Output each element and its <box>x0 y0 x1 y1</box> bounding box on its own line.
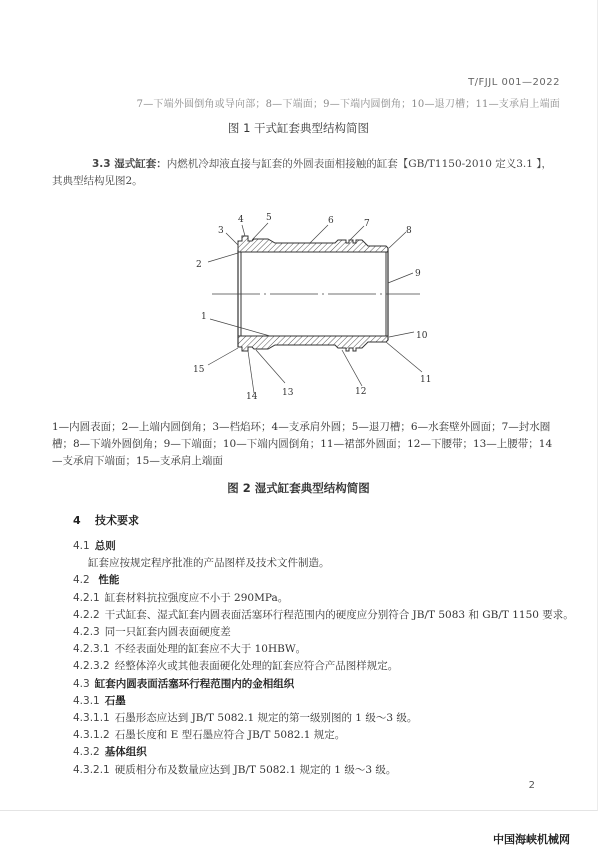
site-watermark: 中国海峡机械网 <box>493 833 570 846</box>
callout-14: 14 <box>246 392 258 400</box>
section-4-heading <box>73 512 139 528</box>
section-3-3-heading: 3.3 湿式缸套： <box>92 158 167 170</box>
liner-bottom-wall <box>238 336 388 351</box>
callout-13: 13 <box>282 388 294 398</box>
req-item: 4.2.3.1 不经表面处理的缸套应不大于 10HBW。 <box>73 643 307 656</box>
req-item: 4.2.3 同一只缸套内圆表面硬度差 <box>73 626 231 639</box>
req-item: 4.2.2 干式缸套、湿式缸套内圆表面活塞环行程范围内的硬度应分别符合 JB/T 5083 和 GB/T 1150 要求。 <box>73 608 574 621</box>
req-item: 4.3.2 基体组织 <box>73 746 147 759</box>
callout-12: 12 <box>355 387 367 397</box>
document-id: T/FJJL 001—2022 <box>468 77 560 88</box>
req-item: 4.3.1.1 石墨形态应达到 JB/T 5082.1 规定的第一级别图的 1 级～3 级。 <box>73 712 418 725</box>
req-item: 4.3.1 石墨 <box>73 694 126 707</box>
callout-15: 15 <box>193 365 205 375</box>
req-item: 4.2.3.2 经整体淬火或其他表面硬化处理的缸套应符合产品图样规定。 <box>73 660 399 673</box>
figure1-legend: 7—下端外圆倒角或导向部；8—下端面；9—下端内圆倒角；10—退刀槽；11—支承肩上端面 <box>136 99 560 110</box>
figure2-caption: 图 2 湿式缸套典型结构简图 <box>227 481 370 495</box>
req-item: 4.2.1 缸套材料抗拉强度应不小于 290MPa。 <box>73 591 289 604</box>
liner-top-wall <box>238 236 388 252</box>
callout-3: 3 <box>218 226 224 236</box>
req-item: 缸套应按规定程序批准的产品图样及技术文件制造。 <box>88 557 330 570</box>
callout-9: 9 <box>415 269 421 279</box>
callout-4: 4 <box>238 215 244 225</box>
section-4-number: 4 <box>73 514 81 527</box>
liner-bore <box>238 248 388 347</box>
section-3-3-text: 内燃机冷却液直接与缸套的外圆表面相接触的缸套【GB/T1150-2010 定义3.1 】， <box>166 158 553 170</box>
req-item: 4.3.2.1 硬质相分布及数量应达到 JB/T 5082.1 规定的 1 级～3 级。 <box>73 763 397 776</box>
callout-11: 11 <box>420 375 432 385</box>
figure2-legend: 1—内圆表面；2—上端内圆倒角；3—档焰环；4—支承肩外圆；5—退刀槽；6—水套壁外圆面；7—封水圈槽；8—下端外圆倒角；9—下端面；10—下端内圆倒角；11—裙部外圆面；12—下腰带；13—上腰带；14—支承肩下端面；15—支承肩上端面 <box>52 421 553 467</box>
section-3-3 <box>52 156 562 190</box>
section-3-3-line1 <box>52 156 562 173</box>
req-item: 4.1 总则 <box>73 540 116 552</box>
req-item: 4.3 缸套内圆表面活塞环行程范围内的金相组织 <box>73 677 295 690</box>
req-item: 4.2 性能 <box>73 574 120 587</box>
figure1-caption: 图 1 干式缸套典型结构简图 <box>227 121 370 135</box>
callout-2: 2 <box>196 260 202 270</box>
requirements-list <box>73 538 573 779</box>
callout-5: 5 <box>266 213 272 223</box>
callout-6: 6 <box>328 216 334 226</box>
cylinder-liner-diagram <box>190 205 440 400</box>
req-item: 4.3.1.2 石墨长度和 E 型石墨应符合 JB/T 5082.1 规定。 <box>73 729 346 742</box>
callout-10: 10 <box>416 331 428 341</box>
section-4-title: 技术要求 <box>95 514 139 527</box>
section-3-3-text-cont: 其典型结构见图2。 <box>52 175 143 187</box>
page-number: 2 <box>528 780 535 791</box>
callout-1: 1 <box>201 312 207 322</box>
callout-7: 7 <box>364 219 370 229</box>
callout-8: 8 <box>406 226 412 236</box>
